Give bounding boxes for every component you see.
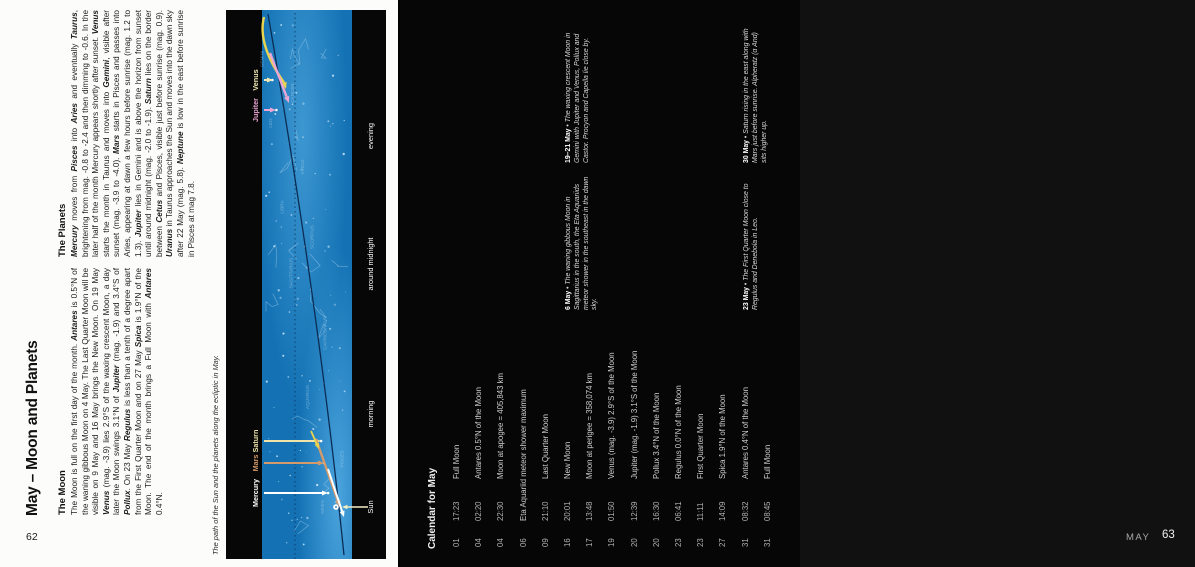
calendar-date: 06 — [518, 538, 528, 547]
calendar-date: 16 — [563, 538, 572, 547]
calendar-heading: Calendar for May — [427, 467, 438, 549]
chart-planet-label-venus: Venus — [251, 69, 260, 91]
calendar-time: 14:09 — [718, 501, 728, 521]
calendar-time: 08:45 — [762, 501, 772, 521]
chart-planet-label-mars: Mars — [251, 454, 260, 472]
constellation-label-pisces: PISCES — [339, 450, 345, 468]
calendar-time: 21:10 — [540, 501, 550, 521]
ecliptic-chart-svg — [226, 10, 386, 559]
chart-planet-label-jupiter: Jupiter — [251, 98, 260, 122]
constellation-label-scorpius: SCORPIUS — [309, 225, 315, 249]
chart-planet-label-saturn: Saturn — [251, 429, 260, 453]
calendar-time: 11:11 — [696, 502, 706, 521]
constellation-label-sagittarius: SAGITTARIUS — [288, 257, 294, 289]
calendar-date: 19 — [607, 538, 617, 547]
calendar-date: 01 — [452, 538, 461, 547]
calendar-event: Spica 1.9°N of the Moon — [718, 394, 728, 479]
calendar-event: Full Moon — [452, 444, 461, 479]
constellation-label-capricornus: CAPRICORNUS — [322, 316, 328, 350]
calendar-event: Pollux 3.4°N of the Moon — [651, 392, 661, 479]
calendar-date: 23 — [696, 538, 706, 547]
page-number-63: 63 — [1162, 529, 1175, 541]
calendar-date: 04 — [496, 538, 506, 547]
calendar-time: 01:50 — [607, 501, 617, 521]
calendar-event: Antares 0.5°N of the Moon — [474, 387, 484, 479]
planets-section-heading: The Planets — [57, 203, 68, 257]
calendar-event: Antares 0.4°N of the Moon — [740, 387, 750, 479]
calendar-time: 08:32 — [740, 501, 750, 521]
panel-caption-19-21-may: 19–21 May • The waxing crescent Moon in Gemini with Jupiter and Venus, Pollux and Castor. Procyon and Capella lie close by. — [565, 32, 590, 163]
calendar-date: 27 — [718, 538, 728, 547]
calendar-date: 23 — [674, 538, 683, 547]
sky-panel-23-may — [601, 170, 738, 310]
calendar-date: 17 — [585, 538, 595, 547]
calendar-event: Eta Aquariid meteor shower maximum — [518, 389, 528, 521]
chart-time-label-morning: morning — [366, 400, 375, 428]
constellation-label-gemini: GEMINI — [259, 50, 265, 68]
panel-caption-23-may: 23 May • The First Quarter Moon close to Regulus and Denebola in Leo. — [743, 183, 759, 310]
sky-panel-30-may — [601, 25, 738, 163]
calendar-event: Full Moon — [762, 444, 772, 479]
page-63 — [400, 0, 1175, 567]
calendar-date: 09 — [540, 538, 550, 547]
calendar-date: 20 — [629, 538, 639, 547]
ecliptic-chart-caption: The path of the Sun and the planets along the ecliptic in May. — [211, 355, 220, 555]
constellation-label-libra: LIBRA — [279, 200, 285, 214]
panel-caption-6-may: 6 May • The waning gibbous Moon in Sagittarius in the south, the Eta Aquariids meteor shower in the southeast in the dawn sky. — [565, 176, 599, 310]
constellation-label-leo: LEO — [268, 118, 274, 128]
page-63-rotated-content — [400, 0, 800, 567]
calendar-event: Moon at perigee = 358,074 km — [585, 373, 595, 479]
moon-section-body: The Moon is full on the first day of the month. Antares is 0.5°N of the waning gibbous Moon on 4 May. The Last Quarter Moon will be visible on 9 May and 16 May brings the New Moon. On 19 May Venus (mag. -3.9) lies 2.9°S of the waxing crescent Moon, a day later the Moon swings 3.1°N of Jupiter (mag. -1.9) and 3.4°S of Pollux. On 23 May Regulus is less than a tenth of a degree apart from the First Quarter Moon and on 27 May Spica is 1.9°N of the Moon. The end of the month brings a Full Moon with Antares 0.4°N. — [70, 267, 164, 515]
calendar-date: 31 — [740, 538, 750, 547]
panel-caption-30-may: 30 May • Saturn rising in the east along with Mars just before sunrise. Alpheratz (α And) sits higher up. — [743, 28, 768, 163]
calendar-time: 13:48 — [585, 501, 595, 521]
calendar-event: Last Quarter Moon — [540, 413, 550, 479]
constellation-label-aquarius: AQUARIUS — [305, 385, 311, 409]
ecliptic-chart — [226, 10, 386, 559]
planets-section-body: Mercury moves from Pisces into Aries and eventually Taurus, brightening from mag. -0.8 to -2.4 and then dimming to -0.6. In the later half of the month Mercury appears shortly after sunset. Venus starts the month in Taurus and moves into Gemini, visible after sunset (mag. -3.9 to -4.0). Mars starts in Pisces and passes into Aries, appearing at dawn a few hours before sunrise (mag. 1.2 to 1.3). Jupiter lies in Gemini and is above the horizon from sunset until around midnight (mag. -2.0 to -1.9). Saturn lies on the border between Cetus and Pisces, visible just before sunrise (mag. 0.9). Uranus in Taurus approaches the Sun and moves into the dawn sky after 22 May (mag. 5.8). Neptune is low in the east before sunrise in Pisces at mag 7.8. — [70, 9, 196, 257]
constellation-label-cancer: CANCER — [290, 83, 296, 103]
calendar-event: First Quarter Moon — [696, 413, 706, 479]
calendar-date: 20 — [651, 538, 661, 547]
page-62-rotated-content — [0, 0, 400, 567]
chart-time-label-around-midnight: around midnight — [366, 237, 375, 291]
chart-planet-label-mercury: Mercury — [251, 479, 260, 507]
calendar-time: 22:30 — [496, 501, 506, 521]
calendar-event: Jupiter (mag. -1.9) 3.1°S of the Moon — [629, 350, 639, 479]
calendar-time: 06:41 — [674, 501, 683, 521]
page-title: May – Moon and Planets — [24, 340, 41, 516]
calendar-event: Venus (mag. -3.9) 2.9°S of the Moon — [607, 352, 617, 479]
page-62 — [0, 0, 398, 567]
chart-time-label-Sun: Sun — [366, 500, 375, 514]
page-number-62: 62 — [26, 531, 38, 543]
calendar-event: Regulus 0.0°N of the Moon — [674, 385, 683, 479]
month-footer-label: MAY — [1126, 532, 1151, 543]
sky-panel-19-21-may — [432, 23, 560, 163]
calendar-event: New Moon — [563, 441, 572, 479]
constellation-label-aries: ARIES — [319, 500, 325, 514]
calendar-time: 16:30 — [651, 501, 661, 521]
chart-time-label-evening: evening — [366, 123, 375, 149]
sky-panel-6-may — [432, 170, 560, 310]
moon-section-heading: The Moon — [57, 470, 68, 515]
constellation-label-virgo: VIRGO — [300, 159, 306, 175]
calendar-time: 02:20 — [474, 501, 484, 521]
moon-section — [57, 268, 165, 515]
planets-section — [57, 10, 197, 257]
calendar-time: 20:01 — [563, 501, 572, 521]
calendar-date: 04 — [474, 538, 484, 547]
calendar-event: Moon at apogee = 405,843 km — [496, 373, 506, 479]
calendar-date: 31 — [762, 538, 772, 547]
calendar-time: 12:39 — [629, 501, 639, 521]
calendar-time: 17:23 — [452, 501, 461, 521]
